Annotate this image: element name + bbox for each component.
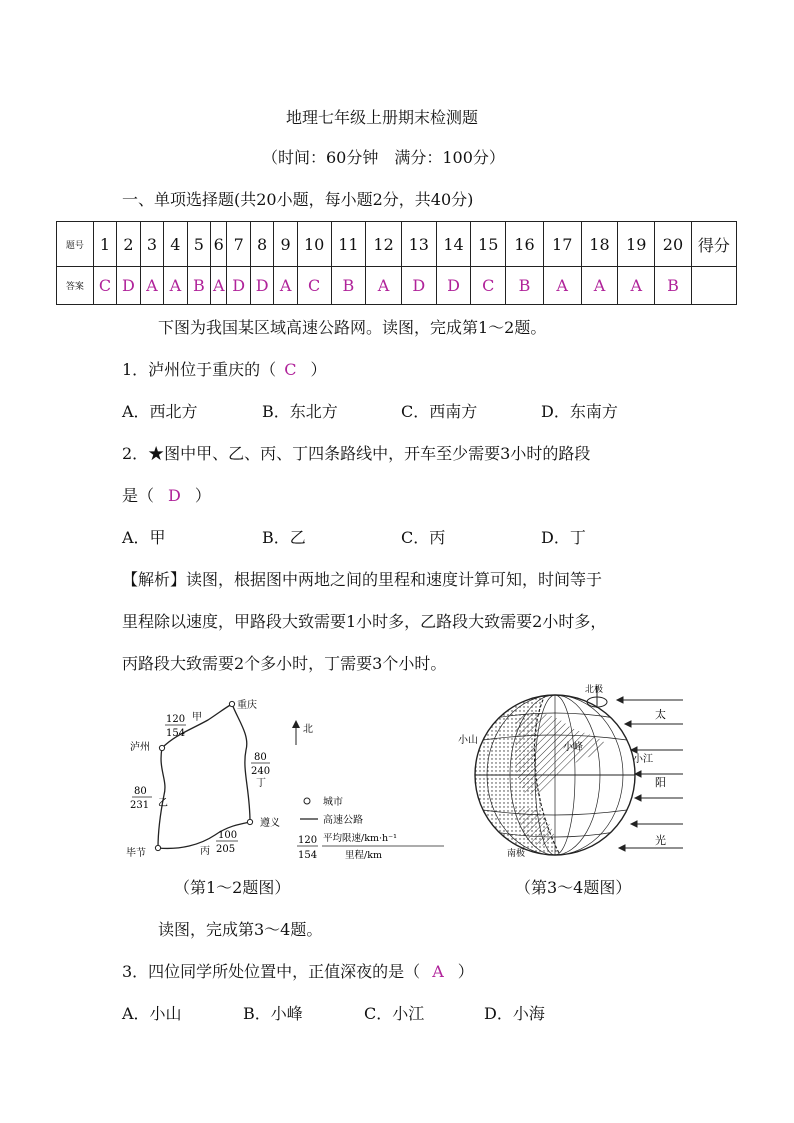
score-label-cell: 得分 (691, 222, 736, 267)
north-arrow-label: 北 (303, 724, 313, 735)
segment-yi-name: 乙 (158, 798, 168, 809)
question-number-cell: 15 (471, 222, 506, 267)
question-number-row (57, 222, 737, 267)
intro-text-2: 读图，完成第3～4题。 (158, 920, 323, 939)
answer-cell: B (331, 267, 366, 305)
question-number-cell: 7 (227, 222, 250, 267)
segment-bing-name: 丙 (200, 846, 210, 857)
answer-cell: A (274, 267, 297, 305)
city-chongqing-label: 重庆 (237, 700, 257, 711)
segment-jia-name: 甲 (192, 712, 202, 723)
q3-option-b: B．小峰 (243, 1004, 303, 1023)
question-number-cell: 10 (297, 222, 331, 267)
question-2-line2 (122, 486, 211, 506)
legend-city-label: 城市 (323, 797, 343, 808)
globe-figure (455, 678, 695, 868)
legend-highway-label: 高速公路 (323, 815, 363, 826)
question-number-cell: 8 (250, 222, 273, 267)
answer-cell: A (543, 267, 581, 305)
q2-option-d: D．丁 (541, 528, 586, 547)
question-number-cell: 11 (331, 222, 366, 267)
city-zunyi-label: 遵义 (260, 818, 280, 829)
legend-speed-number: 120 (298, 835, 318, 846)
answer-cell: A (618, 267, 655, 305)
score-value-cell[interactable] (691, 267, 736, 305)
question-number-cell: 6 (211, 222, 227, 267)
answer-cell: A (581, 267, 618, 305)
person-label-xiaoshan: 小山 (458, 735, 478, 746)
answer-cell: B (655, 267, 692, 305)
q2-option-c: C．丙 (401, 528, 446, 547)
segment-yi-speed: 80 (134, 786, 147, 797)
answer-cell: D (436, 267, 471, 305)
south-pole-label: 南极 (507, 849, 526, 859)
q3-option-c: C．小江 (364, 1004, 425, 1023)
question-number-cell: 1 (93, 222, 116, 267)
question-number-cell: 20 (655, 222, 692, 267)
row-label-number: 题号 (57, 222, 94, 267)
q1-option-d: D．东南方 (541, 402, 618, 421)
row-label-answer: 答案 (57, 267, 94, 305)
q3-option-d: D．小海 (484, 1004, 545, 1023)
answer-cell: B (187, 267, 210, 305)
section-heading: 一、单项选择题(共20小题，每小题2分，共40分) (122, 190, 474, 209)
page-title: 地理七年级上册期末检测题 (286, 108, 479, 127)
question-stem: 是（ (122, 486, 155, 505)
q2-option-a: A．甲 (122, 528, 166, 547)
answer-cell: A (211, 267, 227, 305)
city-bijie-label: 毕节 (126, 848, 146, 859)
answer-cell: C (93, 267, 116, 305)
person-label-xiaofeng: 小峰 (563, 742, 583, 753)
question-stem: 3．四位同学所处位置中，正值深夜的是（ (122, 962, 421, 981)
q3-option-a: A．小山 (122, 1004, 182, 1023)
analysis-line-3: 丙路段大致需要2个多小时，丁需要3个小时。 (122, 654, 447, 673)
segment-ding-distance: 240 (251, 766, 271, 777)
answer-cell: C (471, 267, 506, 305)
question-number-cell: 5 (187, 222, 210, 267)
q2-option-b: B．乙 (262, 528, 306, 547)
segment-jia-distance: 154 (166, 728, 186, 739)
answer-cell: D (227, 267, 250, 305)
sunlight-char-3: 光 (655, 834, 666, 847)
legend-distance-label: 里程/km (345, 850, 382, 861)
globe-figure-caption: （第3～4题图） (515, 878, 632, 897)
question-answer: A (432, 962, 444, 981)
q1-option-c: C．西南方 (401, 402, 478, 421)
question-2-line1: 2．★图中甲、乙、丙、丁四条路线中，开车至少需要3小时的路段 (122, 444, 591, 463)
question-number-cell: 2 (117, 222, 140, 267)
highway-map-figure (120, 690, 450, 870)
city-zunyi-marker (247, 819, 252, 824)
question-answer: D (168, 486, 181, 505)
answer-cell: A (164, 267, 187, 305)
question-stem: 1．泸州位于重庆的（ (122, 360, 277, 379)
person-label-xiaojiang: 小江 (633, 754, 653, 765)
analysis-line-1: 【解析】读图，根据图中两地之间的里程和速度计算可知，时间等于 (122, 570, 603, 589)
answer-cell: D (250, 267, 273, 305)
city-chongqing-marker (229, 701, 234, 706)
city-bijie-marker (155, 845, 160, 850)
road-jia (162, 704, 232, 748)
question-number-cell: 12 (366, 222, 402, 267)
segment-ding-speed: 80 (254, 752, 267, 763)
intro-text-1: 下图为我国某区域高速公路网。读图，完成第1～2题。 (158, 318, 547, 337)
north-pole-label: 北极 (585, 685, 604, 695)
question-close: ） (310, 360, 327, 379)
answer-cell: D (401, 267, 436, 305)
sunlight-char-2: 阳 (655, 776, 666, 789)
sunlight-char-1: 太 (655, 708, 666, 721)
question-number-cell: 18 (581, 222, 618, 267)
legend-distance-number: 154 (298, 850, 318, 861)
road-ding (232, 704, 250, 822)
answer-row (57, 267, 737, 305)
map-figure-caption: （第1～2题图） (174, 878, 291, 897)
segment-bing-distance: 205 (216, 844, 236, 855)
legend-speed-label: 平均限速/km·h⁻¹ (323, 833, 397, 844)
city-luzhou-marker (159, 745, 164, 750)
question-number-cell: 16 (506, 222, 544, 267)
answer-cell: C (297, 267, 331, 305)
exam-info: （时间：60分钟 满分：100分） (262, 148, 505, 167)
segment-bing-speed: 100 (218, 830, 238, 841)
question-number-cell: 4 (164, 222, 187, 267)
question-3 (122, 962, 474, 982)
segment-jia-speed: 120 (166, 714, 186, 725)
city-luzhou-label: 泸州 (130, 742, 150, 753)
question-number-cell: 14 (436, 222, 471, 267)
legend-city-symbol (304, 798, 310, 804)
question-number-cell: 13 (401, 222, 436, 267)
analysis-line-2: 里程除以速度，甲路段大致需要1小时多，乙路段大致需要2小时多， (122, 612, 607, 631)
answer-cell: A (140, 267, 163, 305)
segment-ding-name: 丁 (256, 778, 266, 789)
question-number-cell: 3 (140, 222, 163, 267)
q1-option-a: A．西北方 (122, 402, 198, 421)
question-number-cell: 9 (274, 222, 297, 267)
answer-cell: B (506, 267, 544, 305)
question-close: ） (194, 486, 211, 505)
question-number-cell: 17 (543, 222, 581, 267)
answer-cell: A (366, 267, 402, 305)
answer-table (56, 221, 737, 305)
question-1 (122, 360, 326, 380)
answer-cell: D (117, 267, 140, 305)
segment-yi-distance: 231 (130, 800, 150, 811)
q1-option-b: B．东北方 (262, 402, 338, 421)
question-close: ） (457, 962, 474, 981)
question-answer: C (284, 360, 297, 379)
question-number-cell: 19 (618, 222, 655, 267)
